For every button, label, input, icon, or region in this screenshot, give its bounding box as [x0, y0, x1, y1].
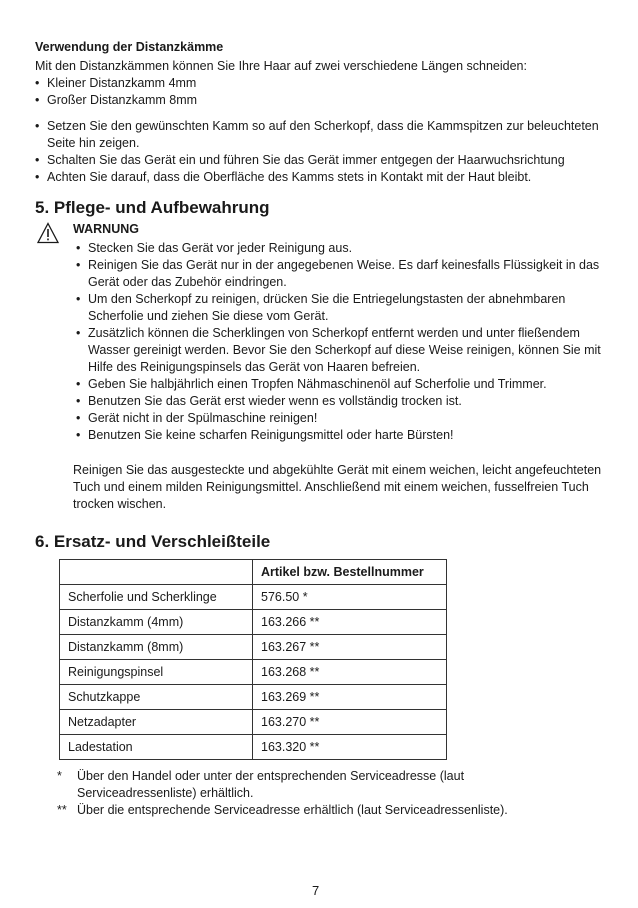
table-header-cell	[60, 560, 253, 585]
footnote-mark: *	[57, 769, 62, 783]
part-name-cell: Netzadapter	[60, 710, 253, 735]
comb-size-list	[35, 75, 595, 109]
table-row	[60, 710, 447, 735]
list-item: • Kleiner Distanzkamm 4mm	[35, 75, 595, 92]
part-number-cell: 163.267 **	[253, 635, 447, 660]
footnote	[57, 768, 557, 802]
part-number-cell: 163.269 **	[253, 685, 447, 710]
footnote-mark: **	[57, 803, 67, 817]
part-number-cell: 163.268 **	[253, 660, 447, 685]
footnote	[57, 802, 557, 819]
list-item: • Achten Sie darauf, dass die Oberfläche des Kamms stets in Kontakt mit der Haut bleibt.	[35, 169, 610, 186]
table-header-cell: Artikel bzw. Bestellnummer	[253, 560, 447, 585]
list-item: • Benutzen Sie das Gerät erst wieder wenn es vollständig trocken ist.	[76, 393, 606, 410]
parts-table	[59, 559, 447, 760]
list-item: • Stecken Sie das Gerät vor jeder Reinigung aus.	[76, 240, 606, 257]
footnote-text: Über die entsprechende Serviceadresse erhältlich (laut Serviceadressenliste).	[77, 803, 508, 817]
warning-list	[76, 240, 606, 444]
table-header-row	[60, 560, 447, 585]
warning-triangle-icon	[37, 222, 59, 244]
part-name-cell: Distanzkamm (4mm)	[60, 610, 253, 635]
list-item: • Setzen Sie den gewünschten Kamm so auf den Scherkopf, dass die Kammspitzen zur beleuchteten Seite hin zeigen.	[35, 118, 610, 152]
part-number-cell: 163.266 **	[253, 610, 447, 635]
table-row	[60, 635, 447, 660]
footnotes	[57, 768, 557, 819]
table-row	[60, 585, 447, 610]
cleaning-instructions: Reinigen Sie das ausgesteckte und abgekühlte Gerät mit einem weichen, leicht angefeuchteten Tuch und einem milden Reinigungsmittel. Anschließend mit einem weichen, fusselfreien Tuch trocken wischen.	[73, 463, 602, 511]
list-item: • Um den Scherkopf zu reinigen, drücken Sie die Entriegelungstasten der abnehmbaren Scherfolie und ziehen Sie diese vom Gerät.	[76, 291, 606, 325]
list-item: • Zusätzlich können die Scherklingen von Scherkopf entfernt werden und unter fließendem Wasser gereinigt werden. Bevor Sie den Scherkopf auf diese Weise reinigen, können Sie mit Hilfe des Reinigungspinsels das Gerät von Haaren befreien.	[76, 325, 606, 376]
part-number-cell: 576.50 *	[253, 585, 447, 610]
part-number-cell: 163.320 **	[253, 735, 447, 760]
parts-section-heading: 6. Ersatz- und Verschleißteile	[35, 532, 271, 551]
part-name-cell: Reinigungspinsel	[60, 660, 253, 685]
table-row	[60, 660, 447, 685]
part-name-cell: Schutzkappe	[60, 685, 253, 710]
table-row	[60, 735, 447, 760]
comb-usage-heading: Verwendung der Distanzkämme	[35, 40, 224, 54]
comb-usage-list	[35, 118, 610, 186]
list-item: • Reinigen Sie das Gerät nur in der angegebenen Weise. Es darf keinesfalls Flüssigkeit in das Gerät oder das Zubehör eindringen.	[76, 257, 606, 291]
list-item: • Geben Sie halbjährlich einen Tropfen Nähmaschinenöl auf Scherfolie und Trimmer.	[76, 376, 606, 393]
list-item: • Schalten Sie das Gerät ein und führen Sie das Gerät immer entgegen der Haarwuchsrichtung	[35, 152, 610, 169]
page-number: 7	[312, 883, 320, 898]
list-item: • Großer Distanzkamm 8mm	[35, 92, 595, 109]
part-name-cell: Scherfolie und Scherklinge	[60, 585, 253, 610]
care-section-heading: 5. Pflege- und Aufbewahrung	[35, 198, 270, 217]
list-item: • Gerät nicht in der Spülmaschine reinigen!	[76, 410, 606, 427]
footnote-text: Über den Handel oder unter der entsprechenden Serviceadresse (laut Serviceadressenliste) erhältlich.	[77, 769, 465, 800]
part-number-cell: 163.270 **	[253, 710, 447, 735]
list-item: • Benutzen Sie keine scharfen Reinigungsmittel oder harte Bürsten!	[76, 427, 606, 444]
table-row	[60, 610, 447, 635]
part-name-cell: Ladestation	[60, 735, 253, 760]
table-row	[60, 685, 447, 710]
comb-intro-text: Mit den Distanzkämmen können Sie Ihre Haar auf zwei verschiedene Längen schneiden:	[35, 59, 527, 73]
part-name-cell: Distanzkamm (8mm)	[60, 635, 253, 660]
warning-label: WARNUNG	[73, 222, 139, 236]
